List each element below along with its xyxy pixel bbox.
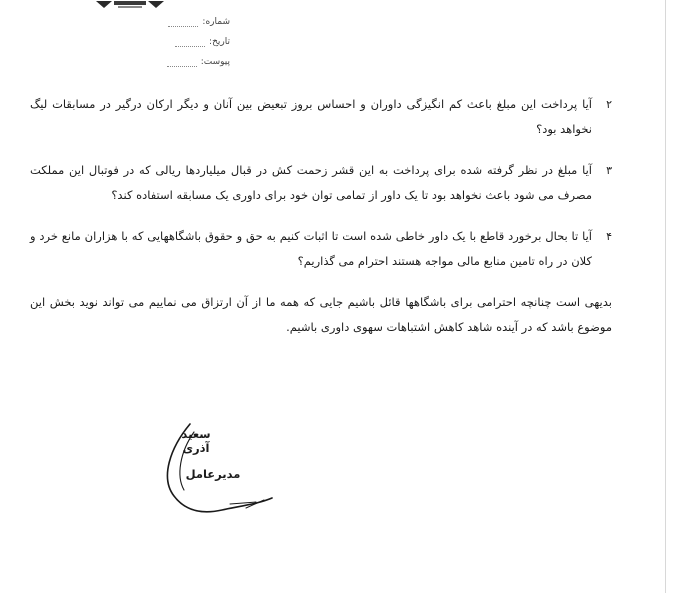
header-field-label: پیوست:: [200, 57, 230, 67]
letter-header-fields: [140, 12, 230, 72]
header-field-label: شماره:: [202, 17, 230, 27]
header-field-number: [140, 12, 230, 32]
signer-title: مدیرعامل: [185, 467, 241, 481]
item-text: آیا تا بحال برخورد قاطع با یک داور خاطی شده است تا اثبات کنیم به حق و حقوق باشگاههایی که با هزاران مانع خرد و کلان در راه تامین منابع مالی مواجه هستند احترام می گذاریم؟: [30, 229, 592, 268]
signer-name: سعید آذری: [181, 427, 211, 455]
header-field-line: [167, 58, 197, 67]
page-edge-divider: [665, 0, 666, 593]
header-field-label: تاریخ:: [209, 37, 230, 47]
item-number: ۳: [606, 164, 612, 177]
question-item: [30, 158, 612, 208]
item-number: ۴: [606, 230, 612, 243]
question-item: [30, 224, 612, 274]
header-field-line: [175, 38, 205, 47]
item-number: ۲: [606, 98, 612, 111]
closing-paragraph: بدیهی است چنانچه احترامی برای باشگاهها قائل باشیم جایی که همه ما از آن ارتزاق می نماییم می تواند نوید بخش این موضوع باشد که در آینده شاهد کاهش اشتباهات سهوی داوری باشیم.: [30, 295, 612, 334]
header-field-attachment: [140, 52, 230, 72]
header-field-line: [168, 18, 198, 27]
item-text: آیا پرداخت این مبلغ باعث کم انگیزگی داوران و احساس بروز تبعیض بین آنان و دیگر ارکان درگیر در مسابقات لیگ نخواهد بود؟: [30, 97, 592, 136]
letter-body: [30, 92, 612, 340]
question-item: [30, 92, 612, 142]
header-field-date: [140, 32, 230, 52]
item-text: آیا مبلغ در نظر گرفته شده برای پرداخت به این قشر زحمت کش در قبال میلیاردها ریالی که در فوتبال این مملکت مصرف می شود باعث نخواهد بود تا یک داور از تمامی توان خود برای داوری یک مسابقه استفاده کند؟: [30, 163, 592, 202]
